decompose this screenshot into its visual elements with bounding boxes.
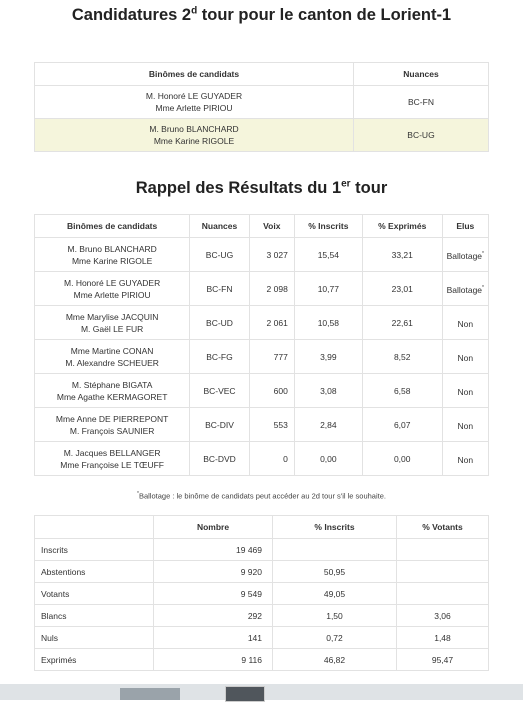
candidate-name: M. François SAUNIER (69, 425, 155, 436)
nombre-cell: 9 549 (154, 583, 273, 605)
table-row (35, 408, 489, 442)
candidate-pair (35, 272, 190, 306)
candidate-name: M. Bruno BLANCHARD (67, 243, 157, 254)
table-row (35, 583, 489, 605)
candidate-pair (35, 306, 190, 340)
inscrits-cell: 1,50 (273, 605, 397, 627)
elus-status: Non (457, 386, 474, 397)
elus-star: * (482, 250, 484, 257)
candidate-name: Mme Marylise JACQUIN (65, 311, 159, 322)
page-title (0, 6, 523, 25)
first-round-results-table (34, 214, 489, 476)
exprimes-cell: 0,00 (362, 442, 442, 476)
table-row (35, 539, 489, 561)
candidate-pair (35, 86, 354, 119)
elus-status: Non (457, 454, 474, 465)
elus-status: Non (457, 352, 474, 363)
table-row (35, 119, 489, 152)
title-text: Rappel des Résultats du 1 (135, 179, 342, 197)
elus-cell (442, 306, 488, 340)
row-label: Inscrits (35, 539, 154, 561)
elus-status: Non (457, 318, 474, 329)
elus-cell (442, 408, 488, 442)
footnote-text: Ballotage : le binôme de candidats peut accéder au 2d tour s'il le souhaite. (138, 491, 386, 501)
column-header-nombre: Nombre (154, 516, 273, 539)
nombre-cell: 9 920 (154, 561, 273, 583)
table-header-row (35, 215, 489, 238)
candidate-pair (35, 374, 190, 408)
column-header-binomes: Binômes de candidats (35, 215, 190, 238)
exprimes-cell: 8,52 (362, 340, 442, 374)
candidate-name: Mme Anne DE PIERREPONT (55, 413, 169, 424)
nuance-cell: BC-FN (354, 86, 489, 119)
footnote-star: * (137, 491, 139, 497)
column-header-inscrits: % Inscrits (294, 215, 362, 238)
nuance-cell: BC-VEC (190, 374, 249, 408)
column-header-voix: Voix (249, 215, 294, 238)
title-text: Candidatures 2 (71, 6, 192, 24)
row-label: Abstentions (35, 561, 154, 583)
inscrits-cell: 0,72 (273, 627, 397, 649)
title-superscript: d (191, 5, 198, 17)
inscrits-cell: 10,58 (294, 306, 362, 340)
voix-cell: 3 027 (249, 238, 294, 272)
inscrits-cell: 3,08 (294, 374, 362, 408)
voix-cell: 0 (249, 442, 294, 476)
candidate-name: Mme Arlette PIRIOU (73, 289, 151, 300)
table-header-row (35, 516, 489, 539)
title-superscript: er (341, 178, 351, 190)
candidate-name: Mme Karine RIGOLE (153, 136, 235, 146)
elus-status: Ballotage (446, 250, 483, 261)
elus-cell (442, 272, 488, 306)
column-header-empty (35, 516, 154, 539)
row-label: Blancs (35, 605, 154, 627)
candidate-name: M. Bruno BLANCHARD (149, 124, 239, 134)
inscrits-cell (273, 539, 397, 561)
column-header-nuances: Nuances (354, 63, 489, 86)
turnout-summary-table (34, 515, 489, 671)
nuance-cell: BC-UG (190, 238, 249, 272)
candidate-name: M. Gaël LE FUR (80, 323, 144, 334)
candidate-name: Mme Martine CONAN (70, 345, 154, 356)
nuance-cell: BC-DIV (190, 408, 249, 442)
table-row (35, 272, 489, 306)
elus-status: Ballotage (446, 284, 483, 295)
exprimes-cell: 33,21 (362, 238, 442, 272)
elus-cell (442, 374, 488, 408)
candidate-name: Mme Agathe KERMAGORET (56, 391, 168, 402)
votants-cell: 3,06 (397, 605, 489, 627)
second-round-candidates-table (34, 62, 489, 152)
exprimes-cell: 6,07 (362, 408, 442, 442)
table-row (35, 340, 489, 374)
candidate-name: M. Alexandre SCHEUER (65, 357, 159, 368)
voix-cell: 600 (249, 374, 294, 408)
table-row (35, 649, 489, 671)
table-row (35, 306, 489, 340)
voix-cell: 553 (249, 408, 294, 442)
candidate-name: M. Stéphane BIGATA (71, 379, 153, 390)
voix-cell: 2 098 (249, 272, 294, 306)
nombre-cell: 292 (154, 605, 273, 627)
candidate-name: Mme Françoise LE TŒUFF (60, 459, 165, 470)
column-header-exprimes: % Exprimés (362, 215, 442, 238)
elus-status: Non (457, 420, 474, 431)
inscrits-cell: 49,05 (273, 583, 397, 605)
nombre-cell: 19 469 (154, 539, 273, 561)
nuance-cell: BC-DVD (190, 442, 249, 476)
section-title-first-round (0, 179, 523, 198)
inscrits-cell: 3,99 (294, 340, 362, 374)
title-text-suffix: tour (350, 179, 388, 197)
candidate-name: Mme Karine RIGOLE (71, 255, 153, 266)
row-label: Votants (35, 583, 154, 605)
row-label: Exprimés (35, 649, 154, 671)
candidate-pair (35, 340, 190, 374)
candidate-name: Mme Arlette PIRIOU (155, 103, 233, 113)
candidate-pair (35, 238, 190, 272)
table-row (35, 605, 489, 627)
inscrits-cell: 0,00 (294, 442, 362, 476)
nombre-cell: 141 (154, 627, 273, 649)
elus-cell (442, 442, 488, 476)
column-header-nuances: Nuances (190, 215, 249, 238)
thumbnail-image (120, 688, 180, 700)
nuance-cell: BC-UD (190, 306, 249, 340)
votants-cell (397, 539, 489, 561)
inscrits-cell: 2,84 (294, 408, 362, 442)
title-text-suffix: tour pour le canton de Lorient-1 (197, 6, 452, 24)
column-header-binomes: Binômes de candidats (35, 63, 354, 86)
inscrits-cell: 15,54 (294, 238, 362, 272)
candidate-name: M. Honoré LE GUYADER (145, 91, 243, 101)
table-row (35, 627, 489, 649)
exprimes-cell: 6,58 (362, 374, 442, 408)
column-header-inscrits: % Inscrits (273, 516, 397, 539)
table-row (35, 442, 489, 476)
nuance-cell: BC-FG (190, 340, 249, 374)
ballotage-footnote (0, 491, 523, 501)
column-header-votants: % Votants (397, 516, 489, 539)
votants-cell: 95,47 (397, 649, 489, 671)
row-label: Nuls (35, 627, 154, 649)
exprimes-cell: 23,01 (362, 272, 442, 306)
exprimes-cell: 22,61 (362, 306, 442, 340)
candidate-name: M. Jacques BELLANGER (63, 447, 161, 458)
elus-cell (442, 238, 488, 272)
nuance-cell: BC-FN (190, 272, 249, 306)
table-row (35, 86, 489, 119)
inscrits-cell: 50,95 (273, 561, 397, 583)
nombre-cell: 9 116 (154, 649, 273, 671)
candidate-pair (35, 442, 190, 476)
candidate-pair (35, 119, 354, 152)
elus-cell (442, 340, 488, 374)
votants-cell: 1,48 (397, 627, 489, 649)
candidate-pair (35, 408, 190, 442)
column-header-elus: Elus (442, 215, 488, 238)
votants-cell (397, 561, 489, 583)
table-row (35, 561, 489, 583)
table-row (35, 374, 489, 408)
voix-cell: 777 (249, 340, 294, 374)
voix-cell: 2 061 (249, 306, 294, 340)
table-header-row (35, 63, 489, 86)
nuance-cell: BC-UG (354, 119, 489, 152)
inscrits-cell: 46,82 (273, 649, 397, 671)
candidate-name: M. Honoré LE GUYADER (64, 277, 161, 288)
table-row (35, 238, 489, 272)
votants-cell (397, 583, 489, 605)
elus-star: * (482, 284, 484, 291)
inscrits-cell: 10,77 (294, 272, 362, 306)
